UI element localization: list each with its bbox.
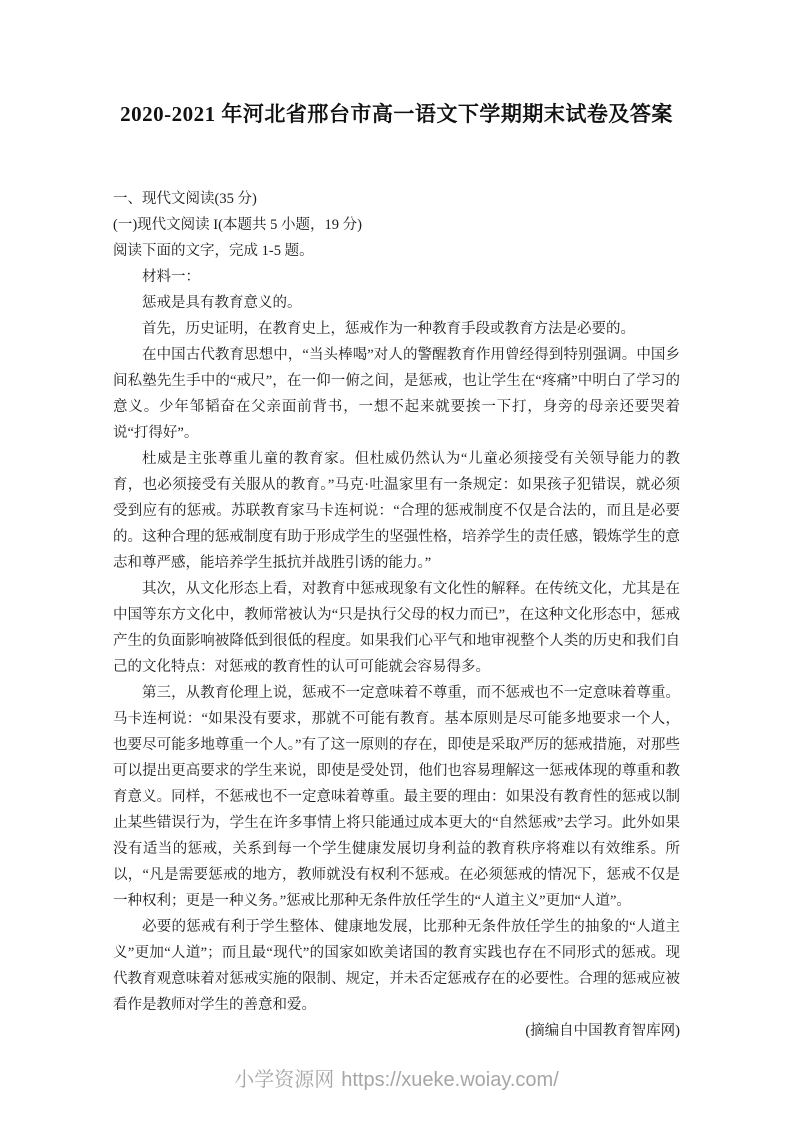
page-footer [0,1063,793,1092]
document-title: 2020-2021 年河北省邢台市高一语文下学期期末试卷及答案 [120,102,673,126]
subsection-heading: (一)现代文阅读 I(本题共 5 小题，19 分) [113,217,362,233]
paragraph-5: 其次，从文化形态上看，对教育中惩戒现象有文化性的解释。在传统文化，尤其是在中国等东方文化中，教师常被认为“只是执行父母的权力而已”，在这种文化形态中，惩戒产生的负面影响被降低到很低的程度。如果我们心平气和地审视整个人类的历史和我们自己的文化特点：对惩戒的教育性的认可可能就会容易得多。 [113,581,680,675]
paragraph-6: 第三，从教育伦理上说，惩戒不一定意味着不尊重，而不惩戒也不一定意味着尊重。马卡连柯说：“如果没有要求，那就不可能有教育。基本原则是尽可能多地要求一个人，也要尽可能多地尊重一个人。”有了这一原则的存在，即使是采取严厉的惩戒措施，对那些可以提出更高要求的学生来说，即使是受处罚，他们也容易理解这一惩戒体现的尊重和教育意义。同样，不惩戒也不一定意味着尊重。最主要的理由：如果没有教育性的惩戒以制止某些错误行为，学生在许多事情上将只能通过成本更大的“自然惩戒”去学习。此外如果没有适当的惩戒，关系到每一个学生健康发展切身利益的教育秩序将难以有效维系。所以，“凡是需要惩戒的地方，教师就没有权利不惩戒。在必须惩戒的情况下，惩戒不仅是一种权利；更是一种义务。”惩戒比那种无条件放任学生的“人道主义”更加“人道”。 [113,685,680,909]
source-attribution: (摘编自中国教育智库网) [525,1023,680,1039]
document-body [113,186,680,1044]
reading-instruction: 阅读下面的文字，完成 1-5 题。 [113,243,314,259]
paragraph-1: 惩戒是具有教育意义的。 [142,295,302,311]
footer-site-name: 小学资源网 [234,1069,335,1091]
footer-url: https://xueke.woiay.com/ [341,1069,559,1091]
paragraph-4: 杜威是主张尊重儿童的教育家。但杜威仍然认为“儿童必须接受有关领导能力的教育，也必须接受有关服从的教育。”马克·吐温家里有一条规定：如果孩子犯错误，就必须受到应有的惩戒。苏联教育家马卡连柯说：“合理的惩戒制度不仅是合法的，而且是必要的。这种合理的惩戒制度有助于形成学生的坚强性格，培养学生的责任感，锻炼学生的意志和尊严感，能培养学生抵抗并战胜引诱的能力。” [113,451,680,571]
paragraph-3: 在中国古代教育思想中，“当头棒喝”对人的警醒教育作用曾经得到特别强调。中国乡间私塾先生手中的“戒尺”，在一仰一俯之间，是惩戒，也让学生在“疼痛”中明白了学习的意义。少年邹韬奋在父亲面前背书，一想不起来就要挨一下打，身旁的母亲还要哭着说“打得好”。 [113,347,680,441]
paragraph-7: 必要的惩戒有利于学生整体、健康地发展，比那种无条件放任学生的抽象的“人道主义”更加“人道”；而且最“现代”的国家如欧美诸国的教育实践也存在不同形式的惩戒。现代教育观意味着对惩戒实施的限制、规定，并未否定惩戒存在的必要性。合理的惩戒应被看作是教师对学生的善意和爱。 [113,919,680,1013]
section-heading: 一、现代文阅读(35 分) [113,191,257,207]
paragraph-2: 首先，历史证明，在教育史上，惩戒作为一种教育手段或教育方法是必要的。 [142,321,635,337]
material-label: 材料一： [142,269,200,285]
